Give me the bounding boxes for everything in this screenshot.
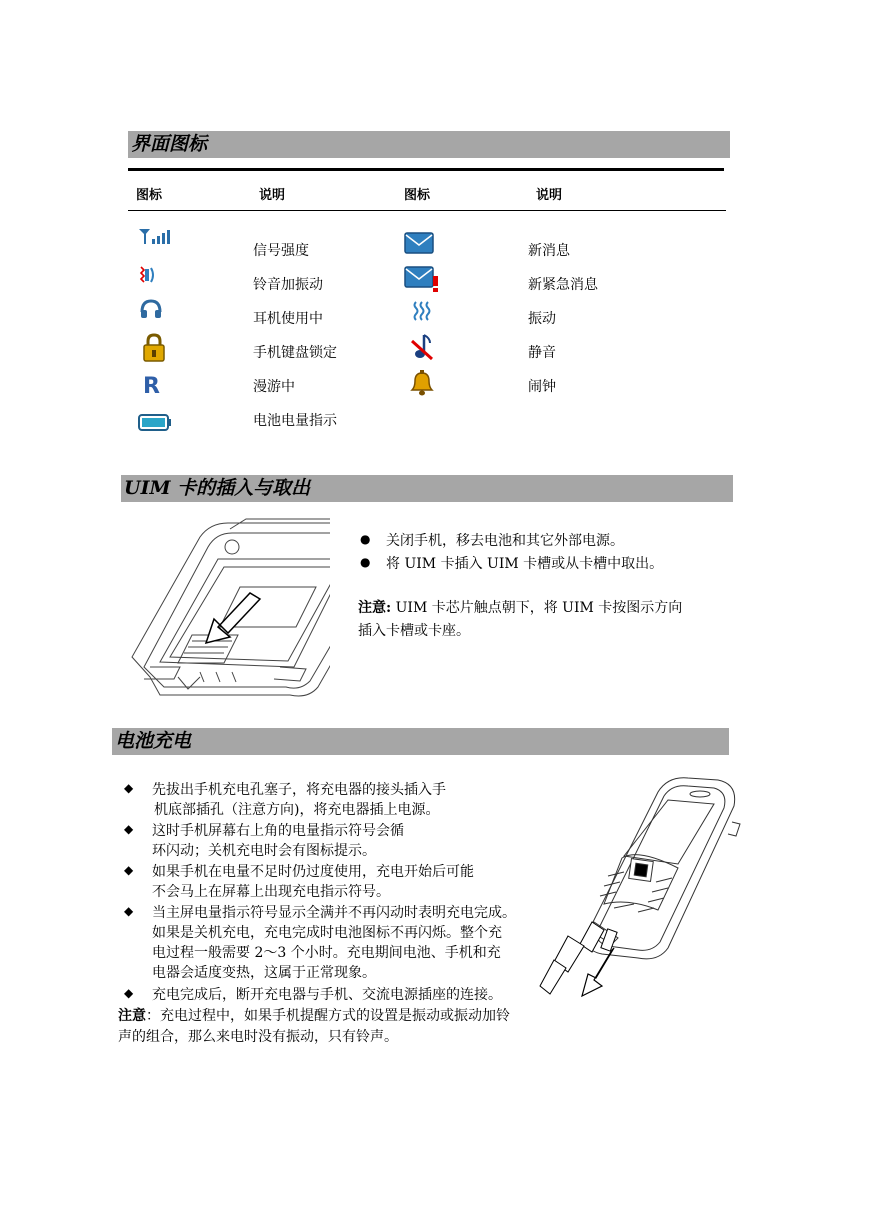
- battery-line-6: 不会马上在屏幕上出现充电指示符号。: [152, 884, 390, 900]
- headset-icon: [139, 298, 163, 320]
- battery-line-4: 环闪动；关机充电时会有图标提示。: [152, 843, 376, 859]
- keypad-lock-icon: [142, 333, 166, 363]
- uim-note-text-1: UIM 卡芯片触点朝下，将 UIM 卡按图示方向: [391, 600, 683, 616]
- uim-bullet-1: 关闭手机，移去电池和其它外部电源。: [386, 533, 624, 549]
- desc-battery: 电池电量指示: [253, 413, 337, 429]
- vibrate-icon: [412, 300, 434, 322]
- battery-line-7: 当主屏电量指示符号显示全满并不再闪动时表明充电完成。: [152, 905, 516, 921]
- battery-level-icon: [138, 413, 172, 433]
- uim-bullet-1-marker: ●: [360, 532, 371, 546]
- new-message-icon: [404, 232, 434, 254]
- battery-bullet-3-marker: ◆: [124, 863, 134, 877]
- battery-line-1: 先拔出手机充电孔塞子，将充电器的接头插入手: [152, 782, 446, 798]
- header-desc-2: 说明: [536, 188, 563, 203]
- desc-ring-vibrate: 铃音加振动: [253, 277, 323, 293]
- desc-keypad-lock: 手机键盘锁定: [253, 345, 337, 361]
- battery-bullet-2-marker: ◆: [124, 822, 134, 836]
- charging-illustration: [538, 772, 748, 1004]
- battery-line-9: 电过程一般需要 2～3 个小时。充电期间电池、手机和充: [152, 945, 501, 961]
- battery-line-5: 如果手机在电量不足时仍过度使用，充电开始后可能: [152, 864, 474, 880]
- battery-bullet-1-marker: ◆: [124, 781, 134, 795]
- battery-bullet-5-marker: ◆: [124, 986, 134, 1000]
- table-header-rule: [128, 210, 726, 211]
- header-desc-1: 说明: [259, 188, 286, 203]
- uim-note-label: 注意:: [358, 600, 392, 616]
- desc-new-message: 新消息: [528, 243, 570, 259]
- desc-urgent-message: 新紧急消息: [528, 277, 598, 293]
- uim-bullet-2-marker: ●: [360, 555, 371, 569]
- battery-line-10: 电器会适度变热，这属于正常现象。: [152, 965, 376, 981]
- desc-roaming: 漫游中: [253, 379, 295, 395]
- battery-note-label: 注意: [118, 1008, 146, 1024]
- desc-vibrate: 振动: [528, 311, 556, 327]
- roaming-icon: R: [143, 374, 160, 399]
- header-icon-1: 图标: [136, 188, 163, 203]
- uim-bullet-2: 将 UIM 卡插入 UIM 卡槽或从卡槽中取出。: [386, 556, 664, 572]
- section-title-icons: 界面图标: [128, 131, 730, 158]
- uim-note-line-1: [358, 597, 682, 617]
- ring-vibrate-icon: [139, 264, 159, 286]
- battery-note-line-1: [118, 1005, 510, 1025]
- battery-bullet-4-marker: ◆: [124, 904, 134, 918]
- desc-silent: 静音: [528, 345, 556, 361]
- alarm-icon: [408, 369, 436, 397]
- battery-line-11: 充电完成后，断开充电器与手机、交流电源插座的连接。: [152, 987, 502, 1003]
- battery-line-2: 机底部插孔（注意方向)，将充电器插上电源。: [154, 802, 440, 818]
- desc-alarm: 闹钟: [528, 379, 556, 395]
- battery-note-line-2: 声的组合，那么来电时没有振动，只有铃声。: [118, 1029, 398, 1045]
- signal-strength-icon: [138, 227, 176, 247]
- table-top-rule: [128, 168, 724, 171]
- desc-headset: 耳机使用中: [253, 311, 323, 327]
- section-title-uim: UIM 卡的插入与取出: [121, 475, 733, 502]
- desc-signal: 信号强度: [253, 243, 309, 259]
- uim-note-line-2: 插入卡槽或卡座。: [358, 623, 470, 639]
- section-title-battery: 电池充电: [112, 728, 729, 755]
- silent-icon: [410, 333, 434, 361]
- uim-insert-illustration: [120, 517, 330, 699]
- battery-line-3: 这时手机屏幕右上角的电量指示符号会循: [152, 823, 404, 839]
- urgent-message-icon: [404, 266, 440, 292]
- battery-line-8: 如果是关机充电，充电完成时电池图标不再闪烁。整个充: [152, 925, 502, 941]
- battery-note-text-1: ：充电过程中，如果手机提醒方式的设置是振动或振动加铃: [146, 1008, 510, 1024]
- header-icon-2: 图标: [404, 188, 431, 203]
